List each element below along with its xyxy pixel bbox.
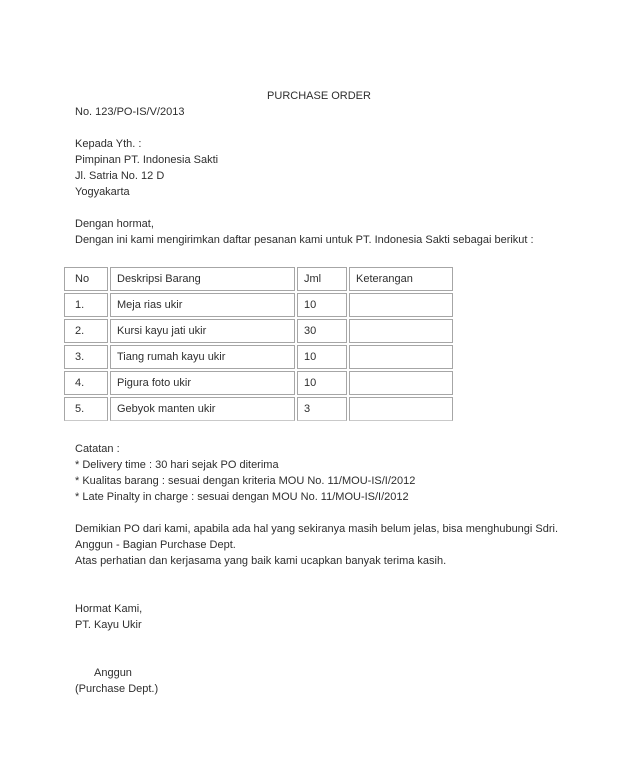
table-header-note: Keterangan <box>349 267 453 291</box>
recipient-street: Jl. Satria No. 12 D <box>75 170 165 182</box>
cell-description: Kursi kayu jati ukir <box>110 319 295 343</box>
closing-line-1: Demikian PO dari kami, apabila ada hal yang sekiranya masih belum jelas, bisa menghubungi Sdri. <box>75 523 559 535</box>
recipient-city: Yogyakarta <box>75 186 130 198</box>
intro-sentence: Dengan ini kami mengirimkan daftar pesanan kami untuk PT. Indonesia Sakti sebagai berikut : <box>75 234 534 246</box>
recipient-label: Kepada Yth. : <box>75 138 142 150</box>
table-header-description: Deskripsi Barang <box>110 267 295 291</box>
cell-no: 5. <box>64 397 108 421</box>
closing-line-2: Anggun - Bagian Purchase Dept. <box>75 539 236 551</box>
table-row <box>64 319 453 343</box>
cell-quantity: 10 <box>297 345 347 369</box>
cell-note <box>349 371 453 395</box>
cell-description: Pigura foto ukir <box>110 371 295 395</box>
cell-description: Gebyok manten ukir <box>110 397 295 421</box>
table-header-row <box>64 267 453 291</box>
signature-salutation: Hormat Kami, <box>75 603 143 615</box>
table-row <box>64 345 453 369</box>
cell-description: Meja rias ukir <box>110 293 295 317</box>
spacer <box>75 120 563 136</box>
cell-quantity: 3 <box>297 397 347 421</box>
cell-no: 2. <box>64 319 108 343</box>
cell-quantity: 10 <box>297 371 347 395</box>
spacer <box>75 633 563 665</box>
cell-note <box>349 293 453 317</box>
table-row <box>64 371 453 395</box>
document-title: PURCHASE ORDER <box>267 90 371 102</box>
signature-title: (Purchase Dept.) <box>75 683 159 695</box>
cell-note <box>349 397 453 421</box>
table-row <box>64 293 453 317</box>
table-header-no: No <box>64 267 108 291</box>
cell-description: Tiang rumah kayu ukir <box>110 345 295 369</box>
cell-no: 4. <box>64 371 108 395</box>
recipient-company: Pimpinan PT. Indonesia Sakti <box>75 154 219 166</box>
cell-quantity: 10 <box>297 293 347 317</box>
spacer <box>75 569 563 601</box>
table-header-quantity: Jml <box>297 267 347 291</box>
cell-quantity: 30 <box>297 319 347 343</box>
order-items-table <box>62 265 455 423</box>
notes-heading: Catatan : <box>75 443 120 455</box>
cell-note <box>349 345 453 369</box>
note-quality: * Kualitas barang : sesuai dengan kriteria MOU No. 11/MOU-IS/I/2012 <box>75 475 416 487</box>
signature-company: PT. Kayu Ukir <box>75 619 142 631</box>
note-late-penalty: * Late Pinalty in charge : sesuai dengan MOU No. 11/MOU-IS/I/2012 <box>75 491 409 503</box>
notes-section <box>75 441 563 505</box>
cell-note <box>349 319 453 343</box>
cell-no: 3. <box>64 345 108 369</box>
cell-no: 1. <box>64 293 108 317</box>
po-number: No. 123/PO-IS/V/2013 <box>75 106 185 118</box>
note-delivery-time: * Delivery time : 30 hari sejak PO diterima <box>75 459 279 471</box>
spacer <box>75 505 563 521</box>
salutation: Dengan hormat, <box>75 218 154 230</box>
table-row <box>64 397 453 421</box>
signature-name: Anggun <box>94 667 132 679</box>
spacer <box>75 200 563 216</box>
closing-line-3: Atas perhatian dan kerjasama yang baik kami ucapkan banyak terima kasih. <box>75 555 447 567</box>
